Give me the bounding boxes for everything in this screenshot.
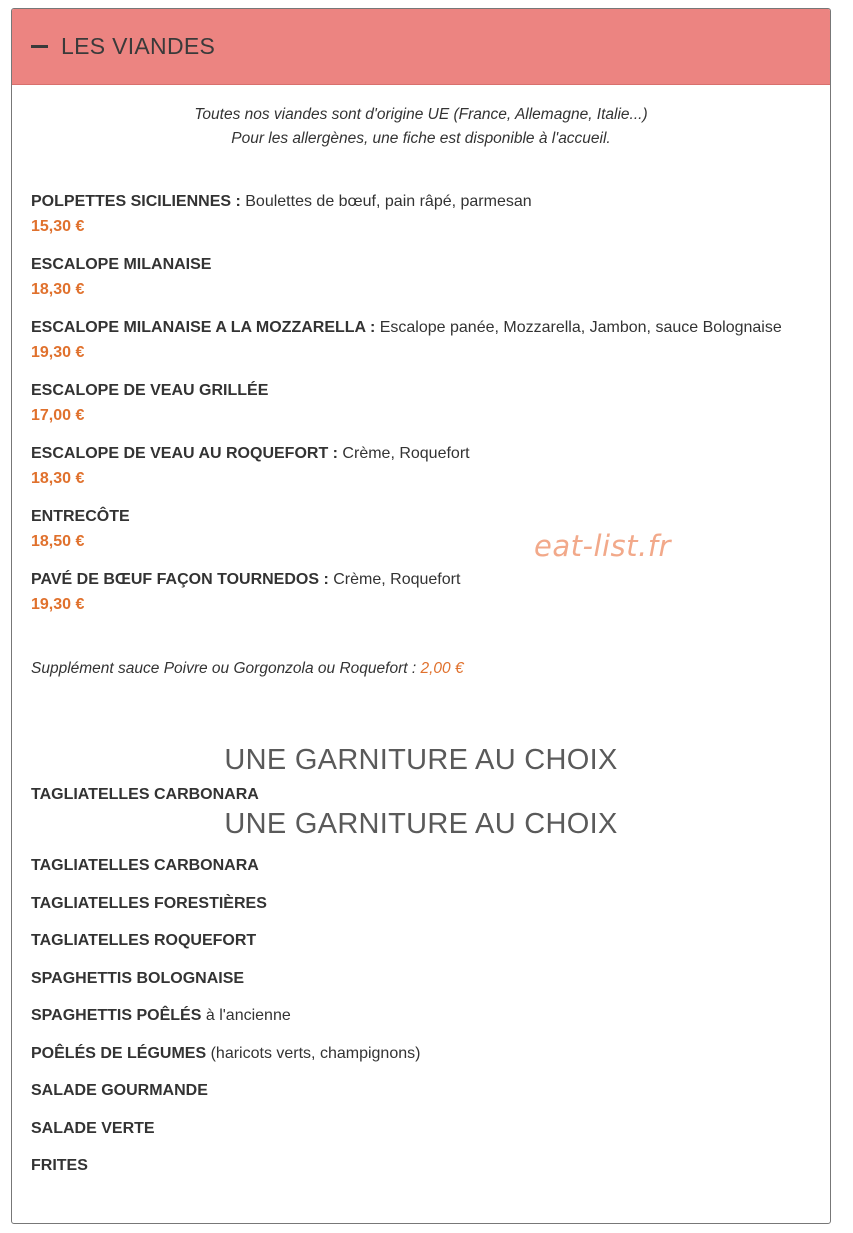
menu-item bbox=[31, 189, 811, 239]
panel-header-toggle[interactable] bbox=[12, 9, 830, 85]
garnish-name: SALADE GOURMANDE bbox=[31, 1082, 208, 1099]
garnish-name: TAGLIATELLES CARBONARA bbox=[31, 857, 259, 874]
garnish-item bbox=[31, 966, 811, 991]
item-price: 15,30 € bbox=[31, 218, 85, 235]
garnish-item bbox=[31, 1116, 811, 1141]
menu-item bbox=[31, 567, 811, 617]
supplement-price: 2,00 € bbox=[420, 660, 464, 677]
garnish-heading: UNE GARNITURE AU CHOIX bbox=[224, 744, 618, 776]
garnish-name: TAGLIATELLES FORESTIÈRES bbox=[31, 894, 267, 912]
menu-item bbox=[31, 504, 811, 554]
garnish-name: SALADE VERTE bbox=[31, 1119, 155, 1137]
garnish-first-item: TAGLIATELLES CARBONARA bbox=[31, 786, 259, 803]
item-name: POLPETTES SICILIENNES : bbox=[31, 193, 241, 210]
item-description: Crème, Roquefort bbox=[337, 445, 470, 462]
watermark-logo: eat-list.fr bbox=[534, 529, 671, 563]
supplement-note bbox=[31, 657, 811, 681]
garnish-name: SPAGHETTIS BOLOGNAISE bbox=[31, 969, 245, 987]
garnish-item bbox=[31, 853, 811, 878]
meat-list bbox=[31, 189, 811, 617]
garnish-item bbox=[31, 891, 811, 916]
intro-line-1: Toutes nos viandes sont d'origine UE (France, Allemagne, Italie...) bbox=[194, 106, 648, 123]
item-description: Crème, Roquefort bbox=[328, 571, 461, 588]
item-price: 18,30 € bbox=[31, 470, 85, 487]
minus-icon[interactable] bbox=[31, 45, 48, 48]
item-price: 19,30 € bbox=[31, 596, 85, 613]
menu-item bbox=[31, 315, 811, 365]
item-price: 19,30 € bbox=[31, 344, 85, 361]
garnish-item bbox=[31, 1078, 811, 1103]
item-name: ESCALOPE MILANAISE bbox=[31, 256, 212, 273]
item-description: Escalope panée, Mozzarella, Jambon, sauce Bolognaise bbox=[375, 319, 782, 336]
garnish-list bbox=[31, 853, 811, 1178]
menu-item bbox=[31, 378, 811, 428]
menu-item bbox=[31, 252, 811, 302]
panel-body bbox=[12, 103, 830, 1178]
garnish-name: TAGLIATELLES ROQUEFORT bbox=[31, 932, 257, 949]
item-name: PAVÉ DE BŒUF FAÇON TOURNEDOS : bbox=[31, 571, 329, 588]
item-description: Boulettes de bœuf, pain râpé, parmesan bbox=[240, 193, 532, 210]
supplement-text: Supplément sauce Poivre ou Gorgonzola ou Roquefort : bbox=[31, 660, 421, 677]
garnish-item bbox=[31, 1153, 811, 1178]
item-name: ENTRECÔTE bbox=[31, 508, 130, 525]
garnish-extra: (haricots verts, champignons) bbox=[206, 1044, 421, 1062]
menu-panel bbox=[11, 8, 831, 1224]
item-price: 18,30 € bbox=[31, 281, 85, 298]
garnish-item bbox=[31, 1003, 811, 1028]
garnish-item bbox=[31, 928, 811, 953]
menu-item bbox=[31, 441, 811, 491]
item-price: 17,00 € bbox=[31, 407, 85, 424]
item-price: 18,50 € bbox=[31, 533, 85, 550]
garnish-name: POÊLÉS DE LÉGUMES bbox=[31, 1044, 207, 1062]
garnish-name: FRITES bbox=[31, 1157, 88, 1174]
intro-note bbox=[31, 103, 811, 151]
garnish-heading-repeat: UNE GARNITURE AU CHOIX bbox=[224, 808, 618, 840]
item-name: ESCALOPE DE VEAU AU ROQUEFORT : bbox=[31, 445, 338, 462]
garnish-item bbox=[31, 1041, 811, 1066]
panel-title: LES VIANDES bbox=[61, 33, 216, 59]
item-name: ESCALOPE DE VEAU GRILLÉE bbox=[31, 382, 269, 399]
garnish-name: SPAGHETTIS POÊLÉS bbox=[31, 1007, 202, 1024]
intro-line-2: Pour les allergènes, une fiche est disponible à l'accueil. bbox=[231, 130, 611, 147]
garnish-extra: à l'ancienne bbox=[201, 1007, 291, 1024]
item-name: ESCALOPE MILANAISE A LA MOZZARELLA : bbox=[31, 319, 376, 336]
